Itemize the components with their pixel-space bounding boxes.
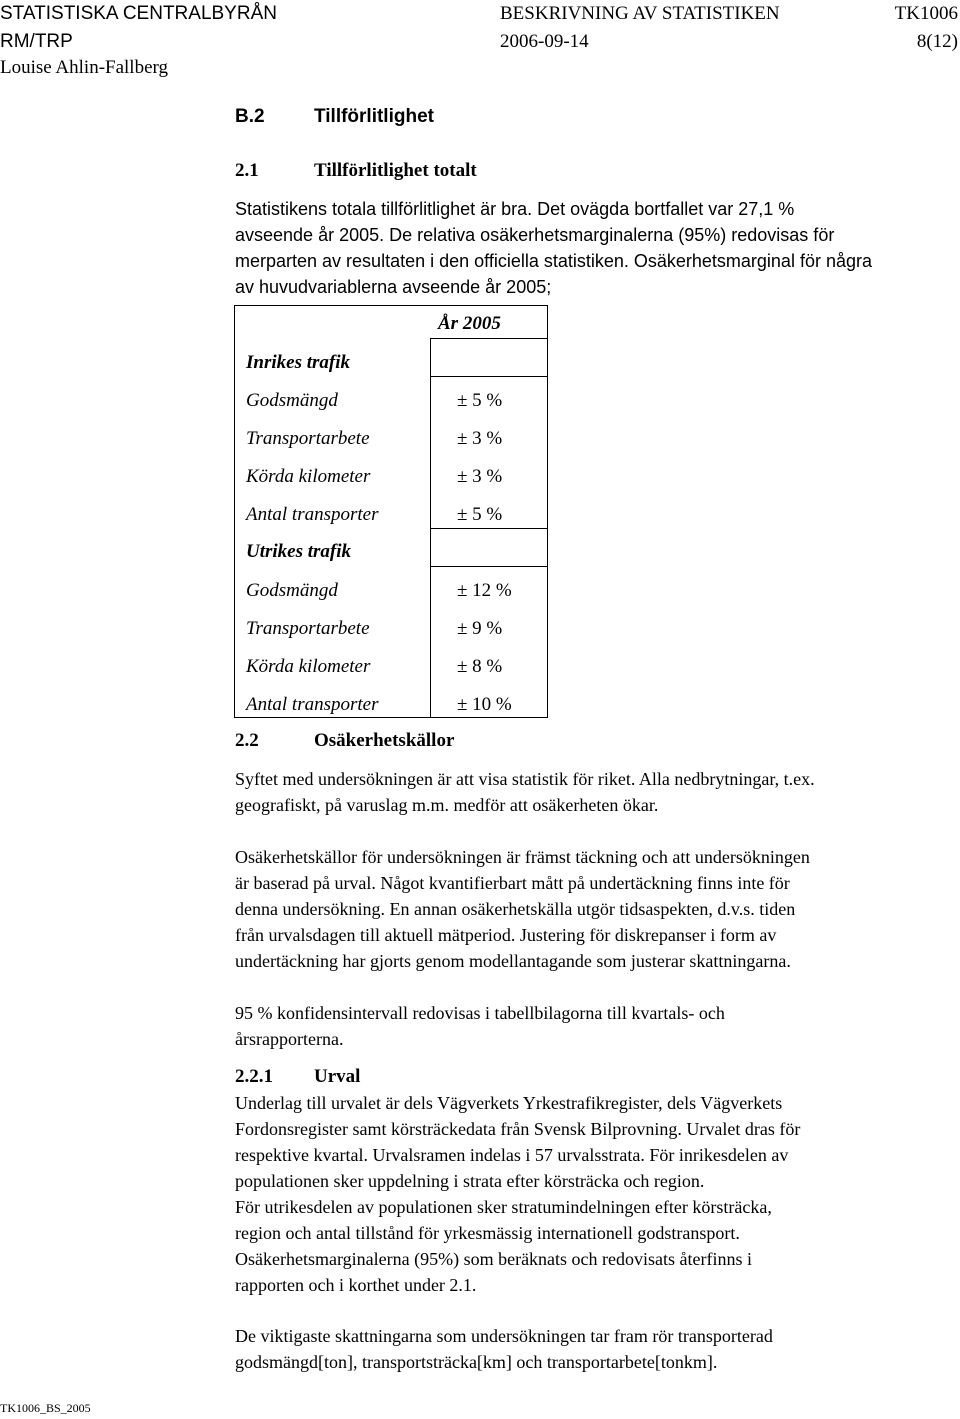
text-line: Statistikens totala tillförlitlighet är bra. Det ovägda bortfallet var 27,1 %	[235, 199, 795, 219]
table-row-label: Körda kilometer	[246, 656, 371, 677]
text-line: av huvudvariablerna avseende år 2005;	[235, 277, 552, 297]
section-22-paragraph-2	[235, 844, 940, 974]
table-row-line	[430, 528, 548, 529]
section-221-paragraph-1	[235, 1090, 940, 1298]
header-dept: RM/TRP	[0, 31, 73, 52]
text-line: från urvalsdagen till aktuell mätperiod. Justering för diskrepanser i form av	[235, 925, 777, 945]
table-row-label: Körda kilometer	[246, 466, 371, 487]
text-line: avseende år 2005. De relativa osäkerhetsmarginalerna (95%) redovisas för	[235, 225, 835, 245]
header-author: Louise Ahlin-Fallberg	[0, 57, 168, 78]
table-row-line	[430, 566, 548, 567]
table-row-label: Godsmängd	[246, 390, 338, 411]
table-row-label: Transportarbete	[246, 428, 370, 449]
section-21-paragraph	[235, 196, 940, 300]
table-row-label: Godsmängd	[246, 580, 338, 601]
text-line: 95 % konfidensintervall redovisas i tabellbilagorna till kvartals- och	[235, 1003, 725, 1023]
text-line: rapporten och i korthet under 2.1.	[235, 1275, 477, 1295]
section-21-title: Tillförlitlighet totalt	[314, 160, 477, 181]
table-row-line	[430, 338, 548, 339]
section-b2-number: B.2	[235, 106, 265, 127]
table-border-right	[547, 305, 548, 718]
section-22-paragraph-1	[235, 766, 940, 818]
section-22-number: 2.2	[235, 730, 259, 751]
text-line: De viktigaste skattningarna som undersökningen tar fram rör transporterad	[235, 1326, 773, 1346]
text-line: Osäkerhetsmarginalerna (95%) som beräknats och redovisats återfinns i	[235, 1249, 752, 1269]
text-line: region och antal tillstånd för yrkesmässig internationell godstransport.	[235, 1223, 740, 1243]
section-21-number: 2.1	[235, 160, 259, 181]
table-row-value: ± 8 %	[457, 656, 503, 677]
table-group-inrikes: Inrikes trafik	[246, 352, 350, 373]
text-line: merparten av resultaten i den officiella statistiken. Osäkerhetsmarginal för några	[235, 251, 872, 271]
header-doc-code: TK1006	[894, 3, 958, 24]
section-b2-title: Tillförlitlighet	[314, 106, 434, 127]
table-border-top	[234, 305, 548, 306]
section-22-title: Osäkerhetskällor	[314, 730, 455, 751]
table-row-line	[430, 376, 548, 377]
section-22-paragraph-3	[235, 1000, 940, 1052]
header-org: STATISTISKA CENTRALBYRÅN	[0, 3, 277, 24]
header-page-number: 8(12)	[916, 31, 958, 52]
text-line: populationen sker uppdelning i strata efter körsträcka och region.	[235, 1171, 705, 1191]
text-line: undertäckning har gjorts genom modellantagande som justerar skattningarna.	[235, 951, 791, 971]
table-row-value: ± 9 %	[457, 618, 503, 639]
header-doc-type: BESKRIVNING AV STATISTIKEN	[500, 3, 780, 24]
text-line: respektive kvartal. Urvalsramen indelas i 57 urvalsstrata. För inrikesdelen av	[235, 1145, 789, 1165]
text-line: årsrapporterna.	[235, 1029, 344, 1049]
table-row-label: Transportarbete	[246, 618, 370, 639]
text-line: Underlag till urvalet är dels Vägverkets Yrkestrafikregister, dels Vägverkets	[235, 1093, 783, 1113]
table-row-value: ± 3 %	[457, 466, 503, 487]
text-line: är baserad på urval. Något kvantifierbart mått på undertäckning finns inte för	[235, 873, 790, 893]
text-line: För utrikesdelen av populationen sker stratumindelningen efter körsträcka,	[235, 1197, 772, 1217]
table-row-label: Antal transporter	[246, 504, 379, 525]
table-row-label: Antal transporter	[246, 694, 379, 715]
section-221-title: Urval	[314, 1066, 361, 1087]
table-row-value: ± 12 %	[457, 580, 512, 601]
header-date: 2006-09-14	[500, 31, 589, 52]
text-line: Osäkerhetskällor för undersökningen är främst täckning och att undersökningen	[235, 847, 810, 867]
text-line: Fordonsregister samt körsträckedata från Svensk Bilprovning. Urvalet dras för	[235, 1119, 801, 1139]
section-221-paragraph-2	[235, 1323, 940, 1375]
text-line: denna undersökning. En annan osäkerhetskälla utgör tidsaspekten, d.v.s. tiden	[235, 899, 796, 919]
text-line: godsmängd[ton], transportsträcka[km] och transportarbete[tonkm].	[235, 1352, 718, 1372]
table-row-value: ± 5 %	[457, 504, 503, 525]
text-line: geografiskt, på varuslag m.m. medför att osäkerheten ökar.	[235, 795, 659, 815]
table-row-value: ± 3 %	[457, 428, 503, 449]
table-column-header: År 2005	[438, 313, 501, 334]
table-group-utrikes: Utrikes trafik	[246, 541, 352, 562]
section-221-number: 2.2.1	[235, 1066, 273, 1087]
table-row-value: ± 5 %	[457, 390, 503, 411]
footer-code: TK1006_BS_2005	[0, 1401, 91, 1415]
table-border-bottom	[234, 717, 548, 718]
text-line: Syftet med undersökningen är att visa statistik för riket. Alla nedbrytningar, t.ex.	[235, 769, 815, 789]
table-row-value: ± 10 %	[457, 694, 512, 715]
table-border-left	[234, 305, 235, 718]
